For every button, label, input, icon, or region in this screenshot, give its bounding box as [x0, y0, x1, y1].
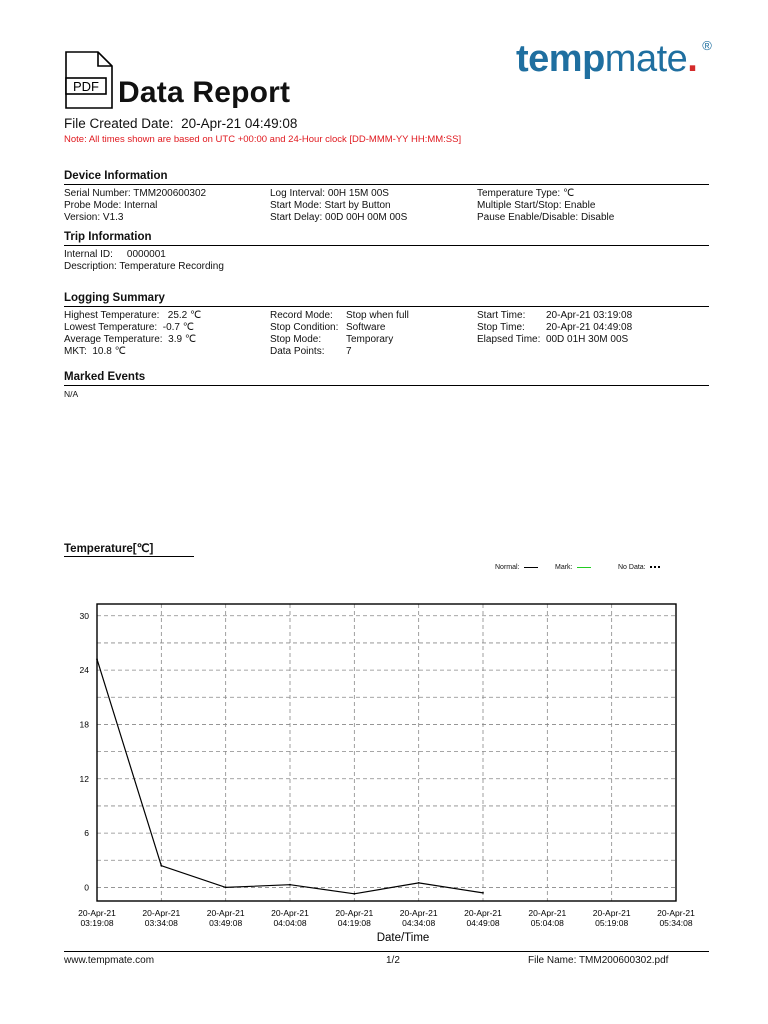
section-divider [64, 245, 709, 246]
file-created-date: File Created Date: 20-Apr-21 04:49:08 [64, 116, 298, 131]
y-tick-label: 6 [84, 828, 89, 839]
stop-time: Stop Time: 20-Apr-21 04:49:08 [477, 322, 633, 333]
legend-mark-swatch [577, 567, 591, 568]
data-point [482, 892, 484, 894]
record-mode: Record Mode: Stop when full [270, 310, 409, 321]
serial-number: Serial Number: TMM200600302 [64, 188, 207, 199]
y-tick-label: 0 [84, 882, 89, 893]
legend-nodata-swatch [650, 566, 660, 568]
x-tick-label-date: 20-Apr-21 [528, 908, 567, 918]
x-tick-label-time: 04:49:08 [466, 918, 500, 928]
data-point [96, 658, 98, 660]
pdf-file-icon [64, 50, 114, 110]
marked-events-value: N/A [64, 389, 79, 399]
plot-frame [97, 604, 676, 901]
temperature-type: Temperature Type: ℃ [477, 188, 575, 199]
data-point [289, 884, 291, 886]
x-tick-label-time: 05:04:08 [530, 918, 564, 928]
section-divider [64, 306, 709, 307]
legend-normal: Normal: [495, 564, 538, 571]
legend-no-data: No Data: [618, 564, 660, 571]
highest-temperature: Highest Temperature: 25.2 ℃ [64, 310, 202, 321]
x-tick-label-time: 05:19:08 [595, 918, 629, 928]
mkt: MKT: 10.8 ℃ [64, 346, 126, 357]
x-tick-label-time: 03:19:08 [80, 918, 114, 928]
data-point [160, 865, 162, 867]
trip-info-heading: Trip Information [64, 231, 152, 243]
probe-mode: Probe Mode: Internal [64, 200, 158, 211]
x-tick-label-date: 20-Apr-21 [592, 908, 631, 918]
start-time: Start Time: 20-Apr-21 03:19:08 [477, 310, 633, 321]
legend-mark: Mark: [555, 564, 591, 571]
internal-id: Internal ID: 0000001 [64, 249, 166, 260]
pause-enable: Pause Enable/Disable: Disable [477, 212, 615, 223]
x-tick-label-time: 04:04:08 [273, 918, 307, 928]
data-point [418, 882, 420, 884]
footer-divider [64, 951, 709, 952]
log-interval: Log Interval: 00H 15M 00S [270, 188, 389, 199]
x-tick-label-date: 20-Apr-21 [464, 908, 502, 918]
x-tick-label-time: 04:19:08 [337, 918, 371, 928]
y-tick-label: 30 [79, 610, 89, 621]
section-divider [64, 184, 709, 185]
y-tick-label: 18 [79, 719, 89, 730]
footer-website[interactable]: www.tempmate.com [64, 955, 155, 966]
footer-page-number: 1/2 [386, 955, 400, 966]
x-tick-label-date: 20-Apr-21 [335, 908, 374, 918]
data-point [225, 887, 227, 889]
x-tick-label-date: 20-Apr-21 [271, 908, 309, 918]
x-axis-label: Date/Time [376, 932, 430, 944]
x-tick-label-date: 20-Apr-21 [399, 908, 438, 918]
chart-title: Temperature[℃] [64, 543, 154, 555]
data-point [353, 893, 355, 895]
section-divider [64, 385, 709, 386]
pdf-label: PDF [73, 79, 99, 94]
start-delay: Start Delay: 00D 00H 00M 00S [270, 212, 408, 223]
x-tick-label-time: 05:34:08 [659, 918, 693, 928]
timezone-note: Note: All times shown are based on UTC +00:00 and 24-Hour clock [DD-MMM-YY HH:MM:SS] [64, 134, 462, 145]
y-tick-label: 24 [79, 665, 89, 676]
multiple-start-stop: Multiple Start/Stop: Enable [477, 200, 596, 211]
version: Version: V1.3 [64, 212, 124, 223]
elapsed-time: Elapsed Time: 00D 01H 30M 00S [477, 334, 629, 345]
x-tick-label-date: 20-Apr-21 [142, 908, 181, 918]
start-mode: Start Mode: Start by Button [270, 200, 391, 211]
temperature-chart [0, 590, 768, 950]
page-title: Data Report [118, 76, 291, 109]
x-tick-label-time: 04:34:08 [402, 918, 436, 928]
lowest-temperature: Lowest Temperature: -0.7 ℃ [64, 322, 195, 333]
chart-title-underline [64, 556, 194, 557]
logging-summary-heading: Logging Summary [64, 292, 165, 304]
x-tick-label-date: 20-Apr-21 [78, 908, 116, 918]
brand-logo: tempmate. ® [516, 38, 712, 80]
data-points: Data Points: 7 [270, 346, 352, 357]
device-info-heading: Device Information [64, 170, 168, 182]
trip-description: Description: Temperature Recording [64, 261, 224, 272]
y-tick-label: 12 [79, 773, 89, 784]
footer-file-name: File Name: TMM200600302.pdf [528, 955, 669, 966]
stop-condition: Stop Condition: Software [270, 322, 386, 333]
marked-events-heading: Marked Events [64, 371, 146, 383]
x-tick-label-date: 20-Apr-21 [657, 908, 695, 918]
x-tick-label-date: 20-Apr-21 [206, 908, 245, 918]
stop-mode: Stop Mode: Temporary [270, 334, 394, 345]
average-temperature: Average Temperature: 3.9 ℃ [64, 334, 197, 345]
x-tick-label-time: 03:34:08 [144, 918, 178, 928]
legend-normal-swatch [524, 567, 538, 568]
x-tick-label-time: 03:49:08 [209, 918, 243, 928]
